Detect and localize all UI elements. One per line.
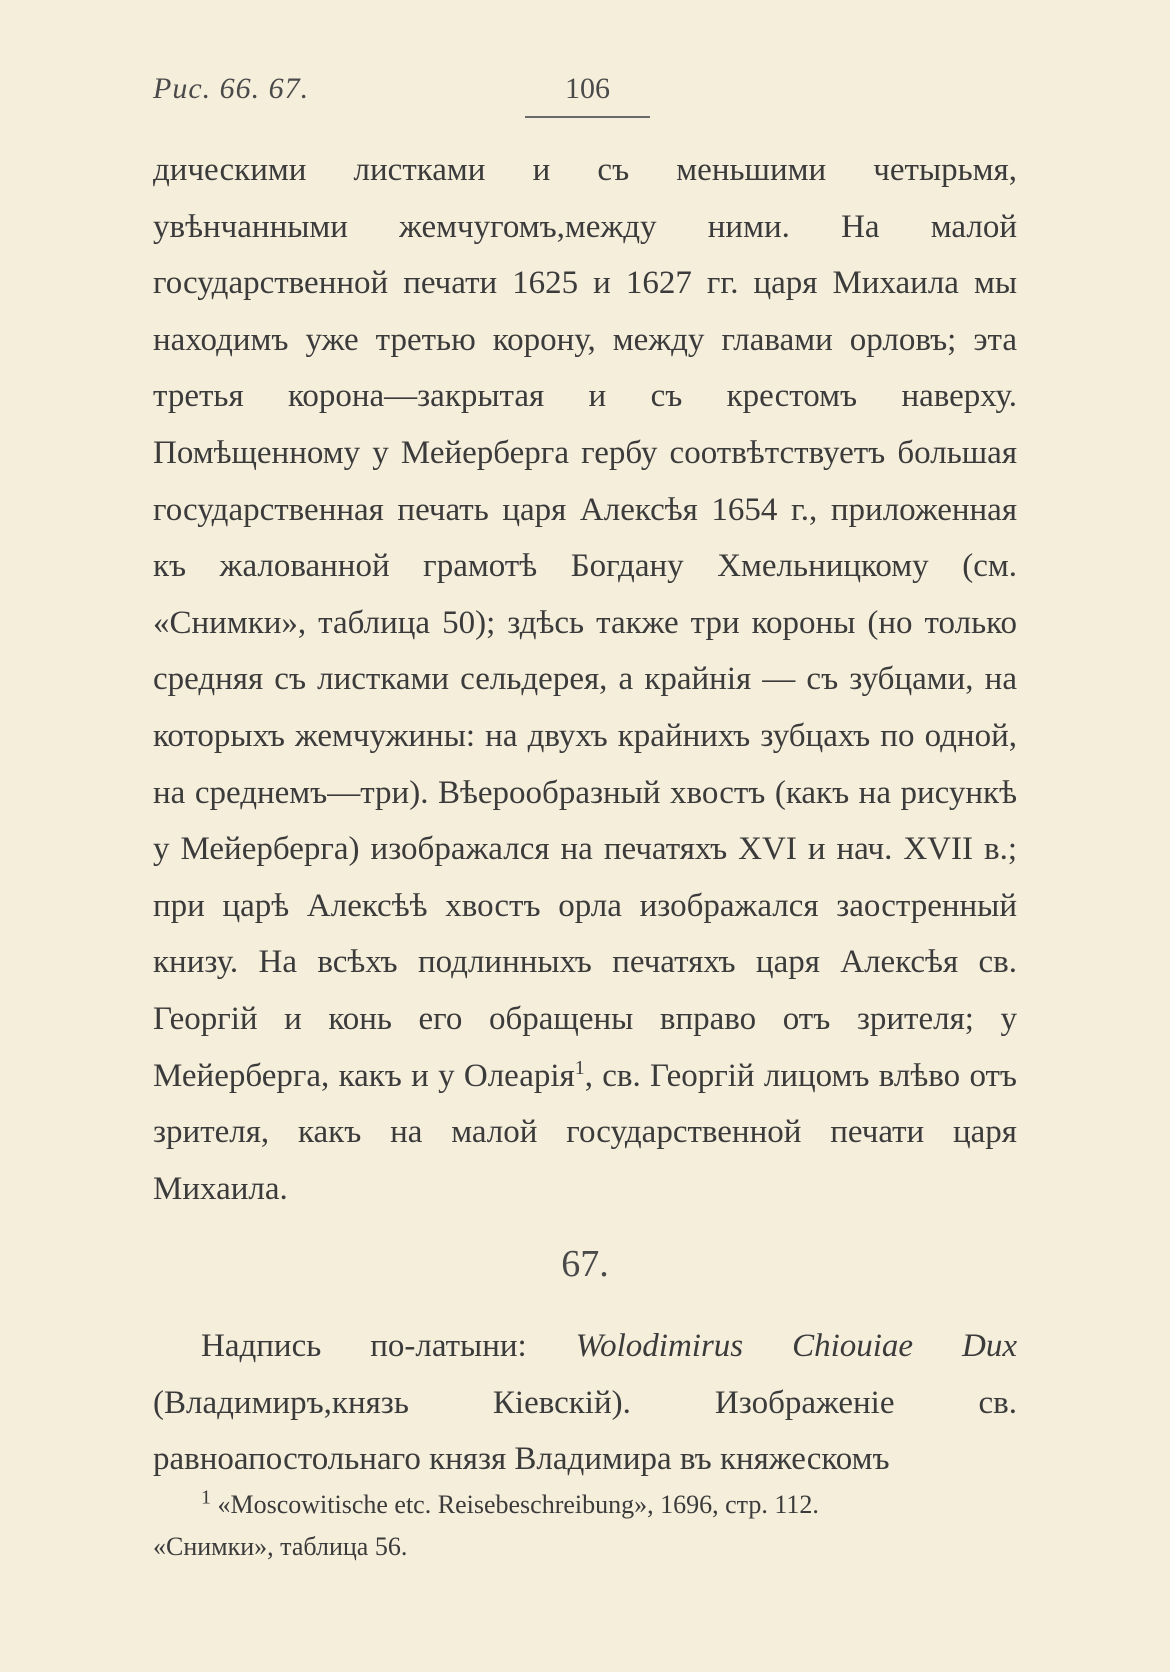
footnote-1-text: «Moscowitische etc. Reisebeschreibung», 1696, стр. 112. <box>211 1490 819 1519</box>
paragraph-text-continued: , св. Георгій лицомъ влѣво отъ зрителя, какъ на малой государственной печати царя Михаила. <box>153 1057 1017 1207</box>
footnote-2: «Снимки», таблица 56. <box>153 1532 408 1561</box>
section-number: 67. <box>561 1243 609 1285</box>
footnote-marker: 1 <box>201 1486 211 1509</box>
running-head: Рис. 66. 67. <box>153 72 310 105</box>
footnotes <box>153 1484 1017 1568</box>
latin-inscription: Wolodimirus Chiouiae Dux <box>575 1328 1017 1364</box>
page-number: 106 <box>525 72 650 118</box>
body-text <box>153 142 1017 1217</box>
footnote-reference: 1 <box>574 1056 585 1079</box>
section-text <box>153 1318 1017 1488</box>
paragraph-text: дическими листками и съ меньшими четырьмя, увѣнчанными жемчугомъ,между ними. На малой государственной печати 1625 и 1627 гг. царя Михаила мы находимъ уже третью корону, между главами орловъ; эта третья корона—закрытая и съ крестомъ наверху. Помѣщенному у Мейерберга гербу соотвѣтствуетъ большая государственная печать царя Алексѣя 1654 г., приложенная къ жалованной грамотѣ Богдану Хмельницкому (см. «Снимки», таблица 50); здѣсь также три короны (но только средняя съ листками сельдерея, а крайнія — съ зубцами, на которыхъ жемчужины: на двухъ крайнихъ зубцахъ по одной, на среднемъ—три). Вѣерообразный хвостъ (какъ на рисункѣ у Мейерберга) изображался на печатяхъ XVI и нач. XVII в.; при царѣ Алексѣѣ хвостъ орла изображался заостренный книзу. На всѣхъ подлинныхъ печатяхъ царя Алексѣя св. Георгій и конь его обращены вправо отъ зрителя; у Мейерберга, какъ и у Олеарія <box>153 152 1017 1094</box>
section-paragraph <box>153 1318 1017 1488</box>
section-text-rest: (Владимиръ,князь Кіевскій). Изображеніе св. равноапостольнаго князя Владимира въ княжескомъ <box>153 1384 1017 1478</box>
section-text-start: Надпись по-латыни: <box>201 1328 576 1364</box>
footnote-1 <box>153 1484 1017 1526</box>
paragraph <box>153 142 1017 1217</box>
